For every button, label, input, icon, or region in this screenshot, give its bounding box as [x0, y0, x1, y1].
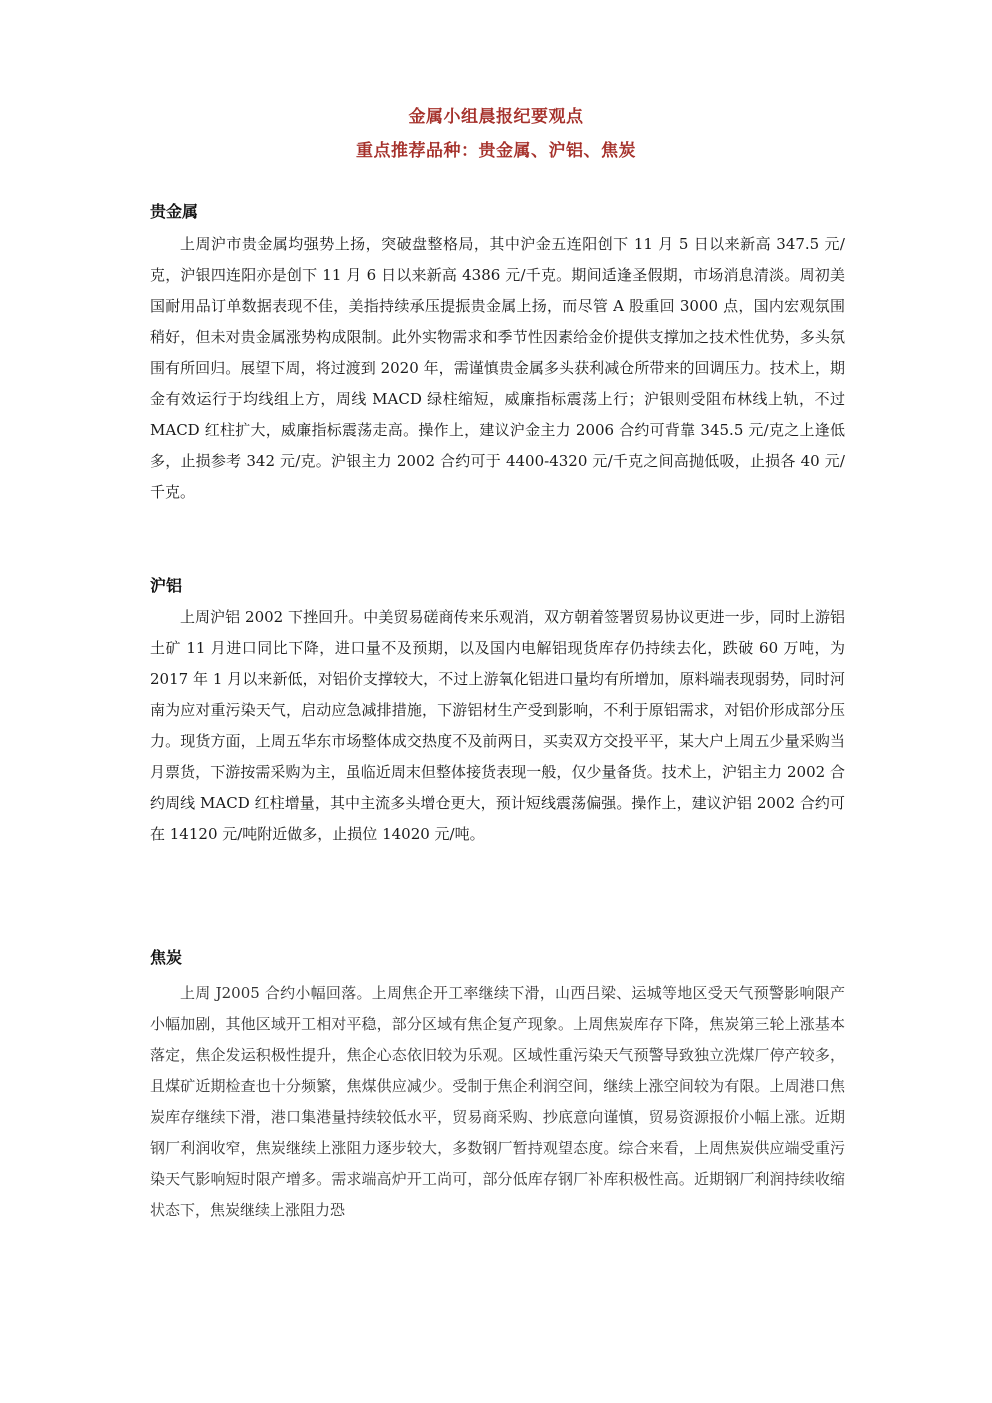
section-body-coke: 上周 J2005 合约小幅回落。上周焦企开工率继续下滑，山西吕梁、运城等地区受天气预警影响限产小幅加剧，其他区域开工相对平稳，部分区域有焦企复产现象。上周焦炭库存下降，焦炭第三轮上涨基本落定，焦企发运积极性提升，焦企心态依旧较为乐观。区域性重污染天气预警导致独立洗煤厂停产较多，且煤矿近期检查也十分频繁，焦煤供应减少。受制于焦企利润空间，继续上涨空间较为有限。上周港口焦炭库存继续下滑，港口集港量持续较低水平，贸易商采购、抄底意向谨慎，贸易资源报价小幅上涨。近期钢厂利润收窄，焦炭继续上涨阻力逐步较大，多数钢厂暂持观望态度。综合来看，上周焦炭供应端受重污染天气影响短时限产增多。需求端高炉开工尚可，部分低库存钢厂补库积极性高。近期钢厂利润持续收缩状态下，焦炭继续上涨阻力恐: [150, 984, 845, 1219]
section-body-precious-metals: 上周沪市贵金属均强势上扬，突破盘整格局，其中沪金五连阳创下 11 月 5 日以来新高 347.5 元/克，沪银四连阳亦是创下 11 月 6 日以来新高 4386 元/千克。期间适逢圣假期，市场消息清淡。周初美国耐用品订单数据表现不佳，美指持续承压提振贵金属上扬，而尽管 A 股重回 3000 点，国内宏观氛围稍好，但未对贵金属涨势构成限制。此外实物需求和季节性因素给金价提供支撑加之技术性优势，多头氛围有所回归。展望下周，将过渡到 2020 年，需谨慎贵金属多头获利减仓所带来的回调压力。技术上，期金有效运行于均线组上方，周线 MACD 绿柱缩短，威廉指标震荡上行；沪银则受阻布林线上轨，不过 MACD 红柱扩大，威廉指标震荡走高。操作上，建议沪金主力 2006 合约可背靠 345.5 元/克之上逢低多，止损参考 342 元/克。沪银主力 2002 合约可于 4400-4320 元/千克之间高抛低吸，止损各 40 元/千克。: [150, 235, 845, 501]
report-subtitle: 重点推荐品种：贵金属、沪铝、焦炭: [356, 141, 636, 161]
section-heading-precious-metals: 贵金属: [150, 202, 199, 221]
report-title: 金属小组晨报纪要观点: [408, 107, 584, 127]
section-heading-coke: 焦炭: [150, 948, 183, 967]
section-body-aluminum: 上周沪铝 2002 下挫回升。中美贸易磋商传来乐观消，双方朝着签署贸易协议更进一步，同时上游铝土矿 11 月进口同比下降，进口量不及预期，以及国内电解铝现货库存仍持续去化，跌破 60 万吨，为 2017 年 1 月以来新低，对铝价支撑较大，不过上游氧化铝进口量均有所增加，原料端表现弱势，同时河南为应对重污染天气，启动应急减排措施，下游铝材生产受到影响，不利于原铝需求，对铝价形成部分压力。现货方面，上周五华东市场整体成交热度不及前两日，买卖双方交投平平，某大户上周五少量采购当月票货，下游按需采购为主，虽临近周末但整体接货表现一般，仅少量备货。技术上，沪铝主力 2002 合约周线 MACD 红柱增量，其中主流多头增仓更大，预计短线震荡偏强。操作上，建议沪铝 2002 合约可在 14120 元/吨附近做多，止损位 14020 元/吨。: [150, 608, 845, 843]
section-heading-aluminum: 沪铝: [150, 576, 183, 595]
